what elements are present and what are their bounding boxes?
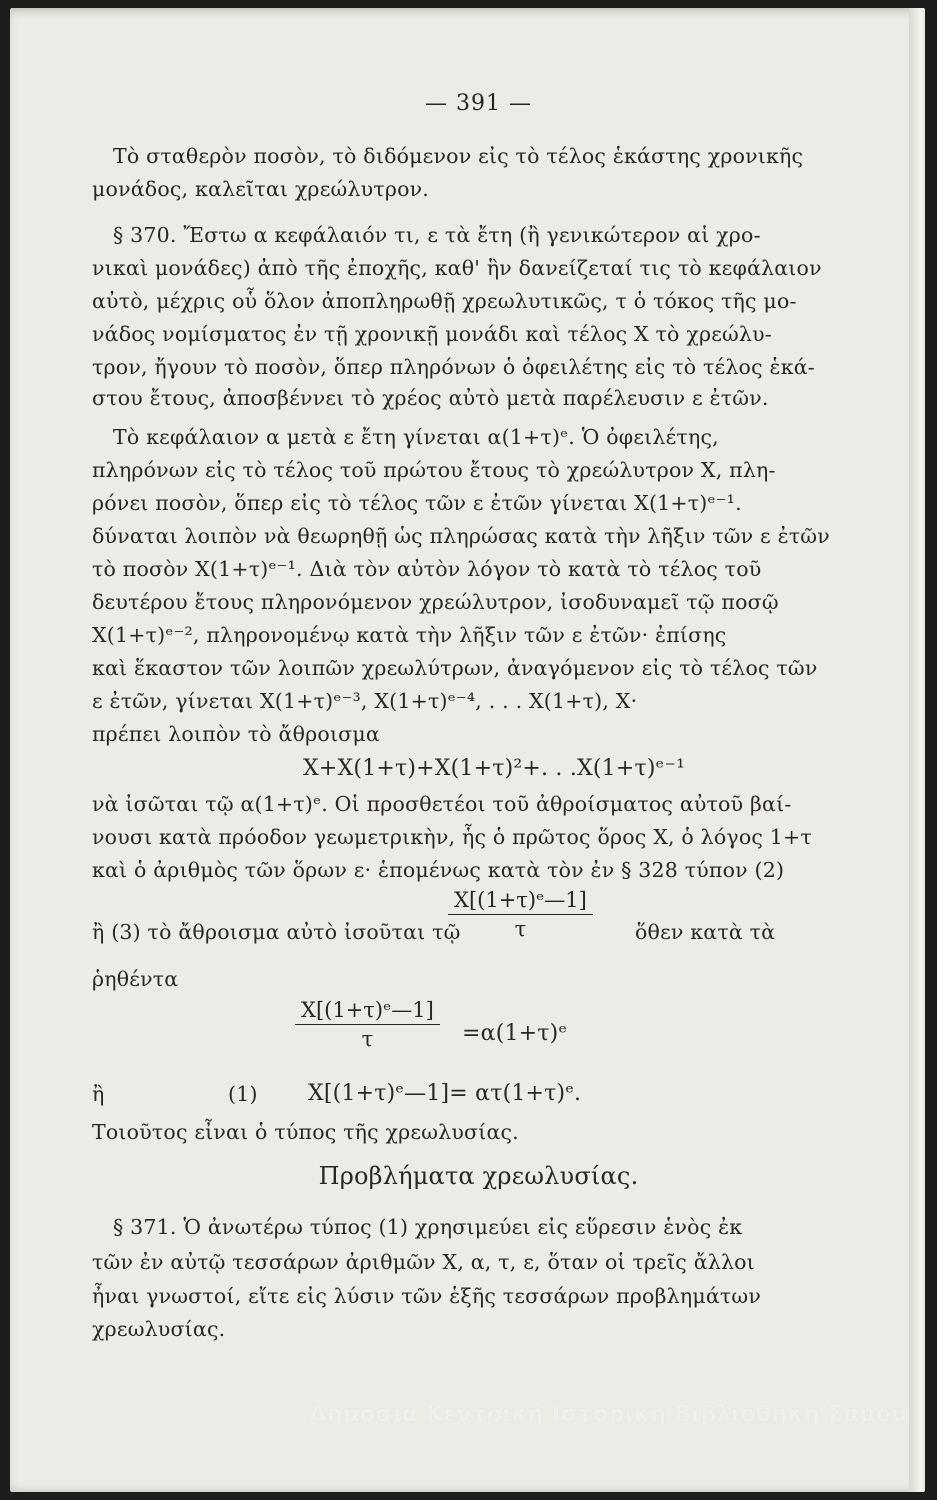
text-line: πληρόνων εἰς τὸ τέλος τοῦ πρώτου ἔτους τὸ χρεώλυτρον Χ, πλη- [92, 458, 776, 482]
fraction-denominator: τ [361, 1027, 374, 1051]
library-watermark: Δημόσια Κεντρική Ιστορική Βιβλιοθήκη Σάμου [309, 1402, 907, 1427]
text-line: Τὸ σταθερὸν ποσὸν, τὸ διδόμενον εἰς τὸ τέλος ἑκάστης χρονικῆς [113, 144, 804, 168]
text-line: τῶν ἐν αὐτῷ τεσσάρων ἀριθμῶν Χ, α, τ, ε, ὅταν οἱ τρεῖς ἄλλοι [92, 1250, 755, 1274]
page-text [10, 8, 925, 1492]
text-line: νικαὶ μονάδες) ἀπὸ τῆς ἐποχῆς, καθ' ἣν δανείζεταί τις τὸ κεφάλαιον [92, 256, 822, 280]
text-line: νουσι κατὰ πρόοδον γεωμετρικὴν, ἧς ὁ πρῶτος ὅρος Χ, ὁ λόγος 1+τ [92, 825, 812, 849]
text-line: Τὸ κεφάλαιον α μετὰ ε ἔτη γίνεται α(1+τ)ᵉ. Ὁ ὀφειλέτης, [113, 425, 719, 449]
text-line: αὐτὸ, μέχρις οὗ ὅλον ἀποπληρωθῇ χρεωλυτικῶς, τ ὁ τόκος τῆς μο- [92, 289, 797, 313]
book-page [10, 8, 925, 1492]
amortization-formula: Χ[(1+τ)ᵉ—1]= ατ(1+τ)ᵉ. [308, 1081, 582, 1106]
fraction-numerator: Χ[(1+τ)ᵉ—1] [448, 888, 593, 915]
text-line: δευτέρου ἔτους πληρονόμενον χρεώλυτρον, ἰσοδυναμεῖ τῷ ποσῷ [92, 590, 779, 614]
text-line: καὶ ὁ ἀριθμὸς τῶν ὅρων ε· ἑπομένως κατὰ τὸν ἐν § 328 τύπον (2) [92, 858, 785, 882]
text-line: νὰ ἰσῶται τῷ α(1+τ)ᵉ. Οἱ προσθετέοι τοῦ ἀθροίσματος αὐτοῦ βαί- [92, 792, 792, 816]
text-line: ε ἐτῶν, γίνεται Χ(1+τ)ᵉ⁻³, Χ(1+τ)ᵉ⁻⁴, . . . Χ(1+τ), Χ· [92, 689, 638, 713]
section-heading: Προβλήματα χρεωλυσίας. [318, 1162, 639, 1190]
text-line: τρον, ἤγουν τὸ ποσὸν, ὅπερ πληρόνων ὁ ὀφειλέτης εἰς τὸ τέλος ἑκά- [92, 355, 815, 379]
text-line: ῥηθέντα [92, 967, 179, 991]
text-line: ρόνει ποσὸν, ὅπερ εἰς τὸ τέλος τῶν ε ἐτῶν γίνεται Χ(1+τ)ᵉ⁻¹. [92, 491, 742, 515]
page-number: — 391 — [425, 91, 532, 116]
section-370-line: § 370. Ἔστω α κεφάλαιόν τι, ε τὰ ἔτη (ἢ γενικώτερον αἱ χρο- [113, 223, 761, 247]
text-line: νάδος νομίσματος ἐν τῇ χρονικῇ μονάδι καὶ τέλος Χ τὸ χρεώλυ- [92, 322, 772, 346]
fraction-denominator: τ [514, 917, 527, 941]
text-line: ἢ (3) τὸ ἄθροισμα αὐτὸ ἰσοῦται τῷ [92, 920, 461, 944]
text-line: καὶ ἕκαστον τῶν λοιπῶν χρεωλύτρων, ἀναγόμενον εἰς τὸ τέλος τῶν [92, 656, 818, 680]
section-371-line: § 371. Ὁ ἀνωτέρω τύπος (1) χρησιμεύει εἰς εὕρεσιν ἑνὸς ἐκ [113, 1215, 743, 1239]
fraction-equation [295, 998, 440, 1051]
text-line: πρέπει λοιπὸν τὸ ἄθροισμα [92, 722, 380, 746]
text-line: ἢ [92, 1082, 105, 1106]
text-line: δύναται λοιπὸν νὰ θεωρηθῇ ὡς πληρώσας κατὰ τὴν λῆξιν τῶν ε ἐτῶν [92, 524, 830, 548]
fraction-numerator: Χ[(1+τ)ᵉ—1] [295, 998, 440, 1025]
text-line: στου ἔτους, ἀποσβέννει τὸ χρέος αὐτὸ μετὰ παρέλευσιν ε ἐτῶν. [92, 386, 769, 410]
text-line: ἦναι γνωστοί, εἴτε εἰς λύσιν τῶν ἑξῆς τεσσάρων προβλημάτων [92, 1284, 762, 1308]
sum-formula: Χ+Χ(1+τ)+Χ(1+τ)²+. . .Χ(1+τ)ᵉ⁻¹ [303, 756, 686, 781]
text-line: μονάδος, καλεῖται χρεώλυτρον. [92, 177, 429, 201]
text-line: χρεωλυσίας. [92, 1317, 226, 1341]
fraction-sum [448, 888, 593, 941]
text-line: ὅθεν κατὰ τὰ [635, 920, 776, 944]
text-line: Χ(1+τ)ᵉ⁻², πληρονομένῳ κατὰ τὴν λῆξιν τῶν ε ἐτῶν· ἐπίσης [92, 623, 727, 647]
text-line: τὸ ποσὸν Χ(1+τ)ᵉ⁻¹. Διὰ τὸν αὐτὸν λόγον τὸ κατὰ τὸ τέλος τοῦ [92, 557, 762, 581]
equation-rhs: =α(1+τ)ᵉ [462, 1021, 568, 1046]
text-line: Τοιοῦτος εἶναι ὁ τύπος τῆς χρεωλυσίας. [92, 1120, 519, 1144]
equation-number: (1) [228, 1082, 258, 1106]
